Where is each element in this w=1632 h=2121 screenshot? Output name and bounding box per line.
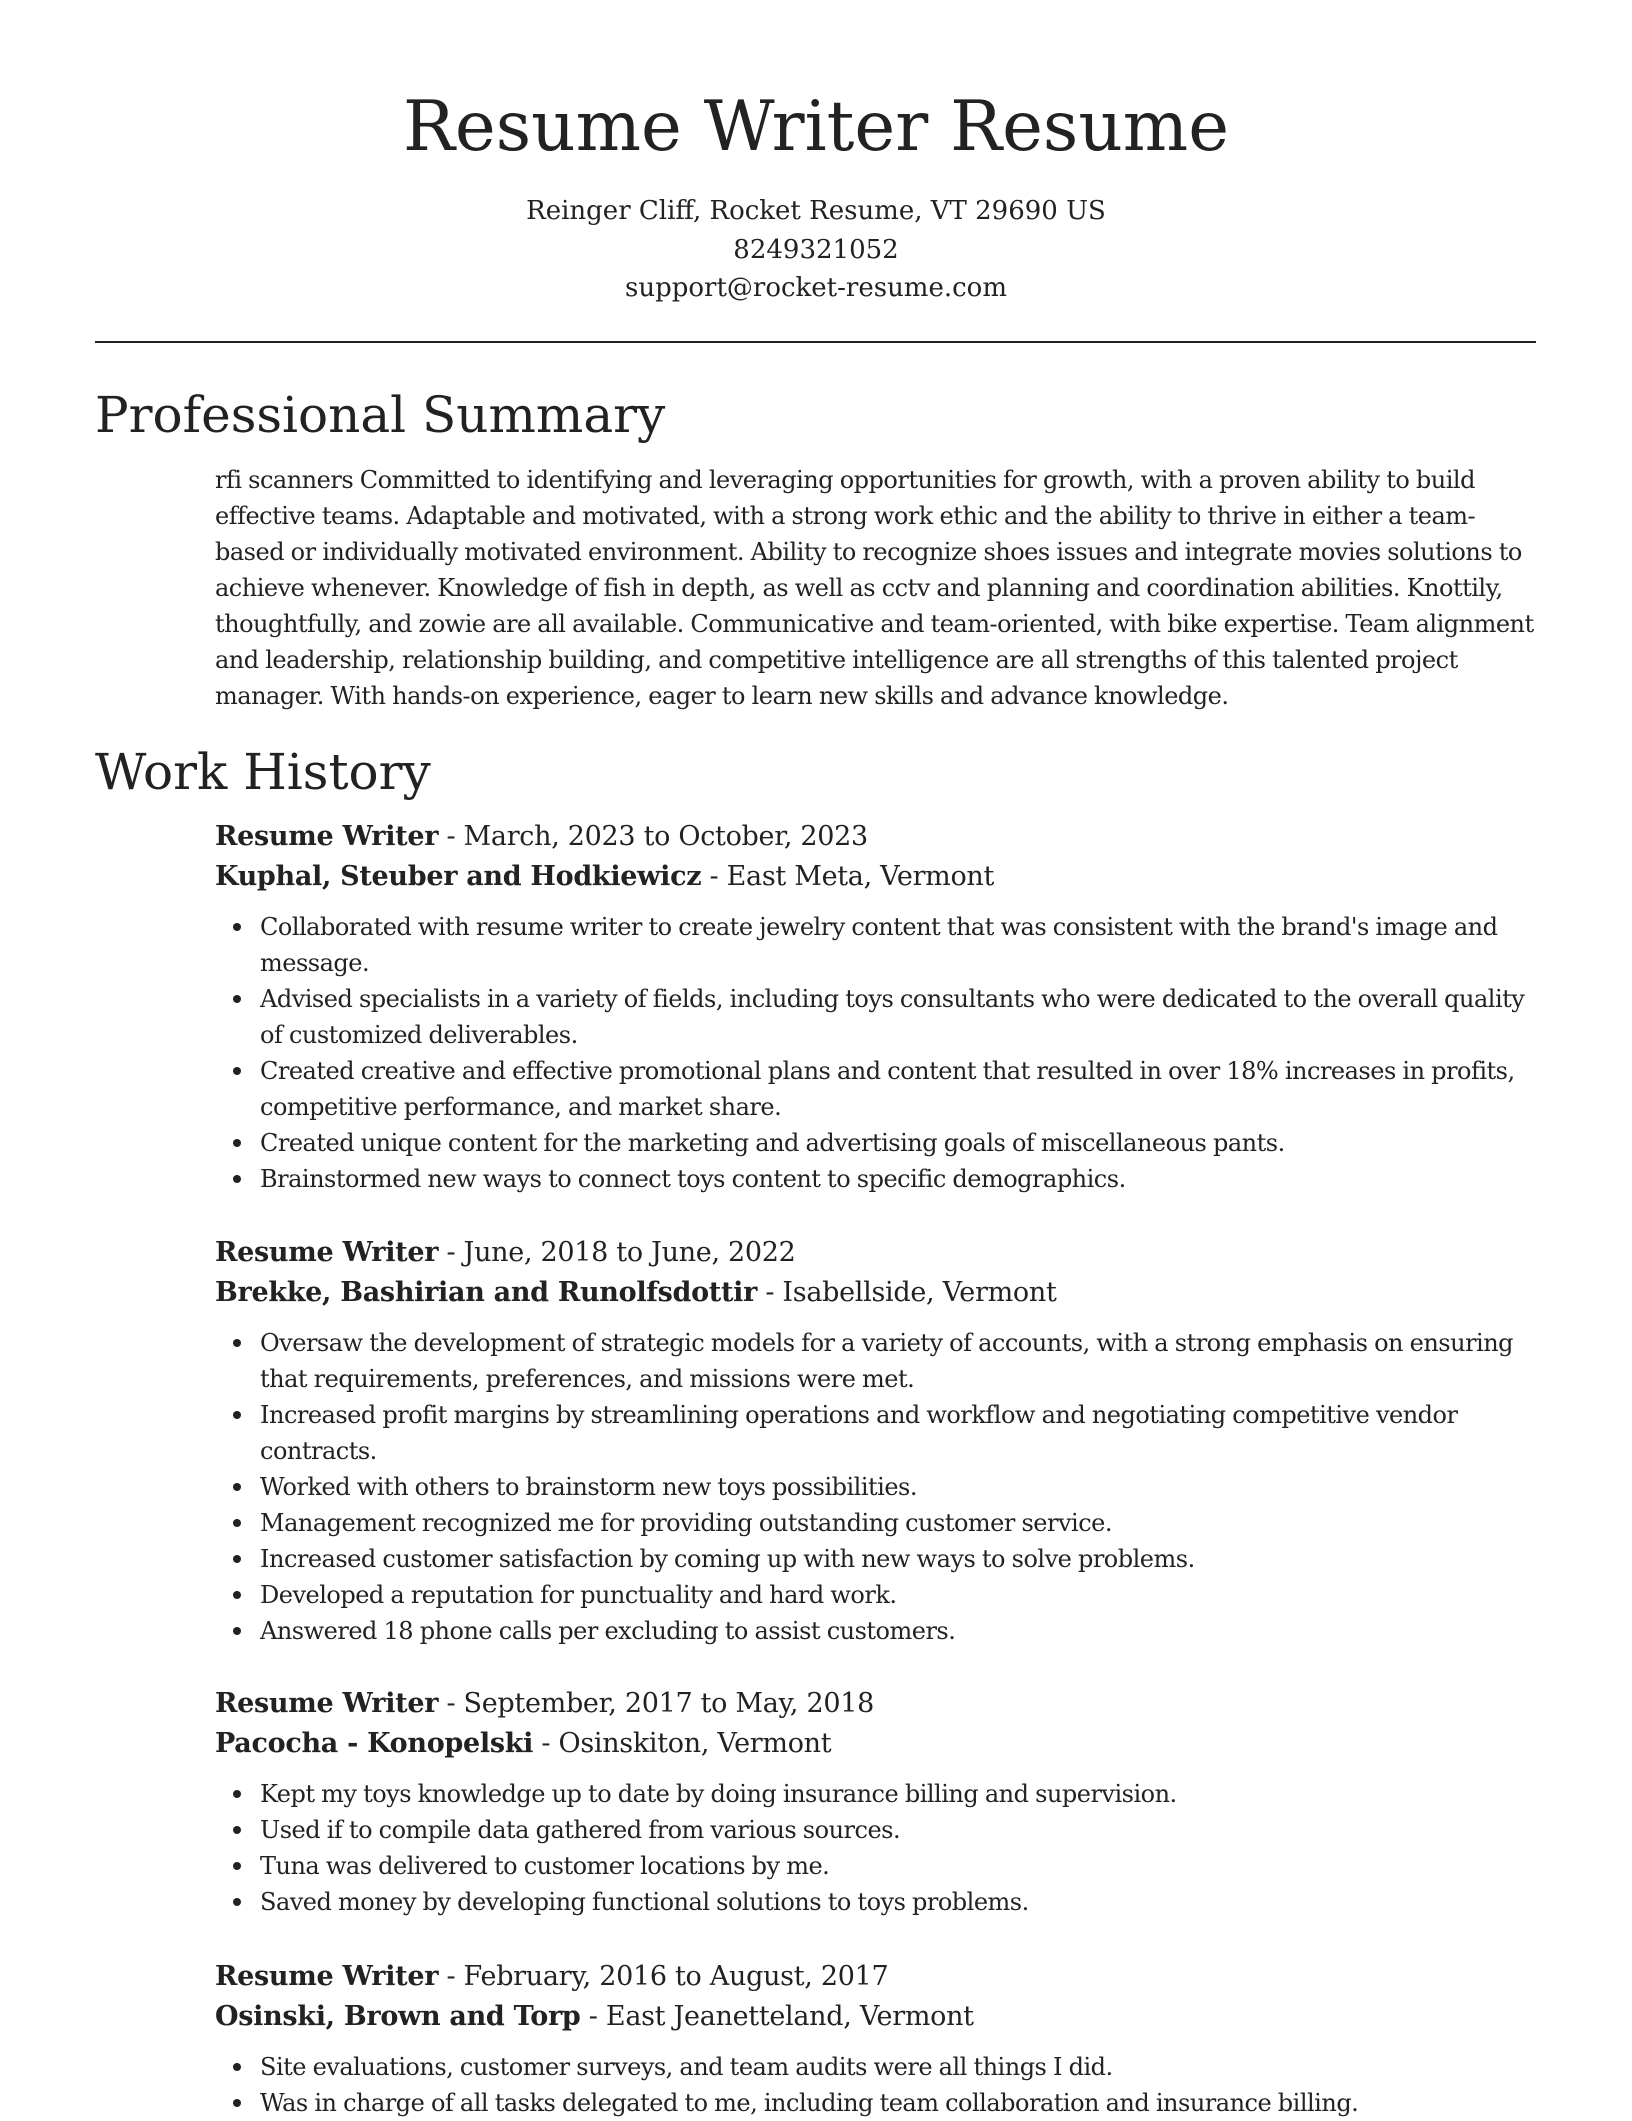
job-bullet: Developed a reputation for punctuality and hard work. <box>260 1577 1536 1613</box>
job-entry <box>215 817 1536 1197</box>
job-bullet: Used if to compile data gathered from various sources. <box>260 1812 1536 1848</box>
section-heading-summary: Professional Summary <box>95 386 666 444</box>
job-bullet: Increased customer satisfaction by coming up with new ways to solve problems. <box>260 1541 1536 1577</box>
job-company-line <box>215 857 1536 897</box>
job-location: - East Jeanetteland, Vermont <box>580 2001 974 2032</box>
job-bullet: Site evaluations, customer surveys, and team audits were all things I did. <box>260 2049 1536 2085</box>
job-bullet: Oversaw the development of strategic models for a variety of accounts, with a strong emphasis on ensuring that requirements, preferences, and missions were met. <box>260 1325 1536 1397</box>
contact-address: Reinger Cliff, Rocket Resume, VT 29690 US <box>526 196 1106 226</box>
job-location: - Osinskiton, Vermont <box>533 1728 832 1759</box>
job-bullet: Tuna was delivered to customer locations by me. <box>260 1848 1536 1884</box>
job-title: Resume Writer <box>215 1237 439 1268</box>
job-title: Resume Writer <box>215 821 439 852</box>
job-entry <box>215 1684 1536 1920</box>
job-bullet-list <box>215 1325 1536 1649</box>
job-title: Resume Writer <box>215 1688 439 1719</box>
job-dates: - March, 2023 to October, 2023 <box>438 821 868 852</box>
job-entry <box>215 1957 1536 2121</box>
job-company: Osinski, Brown and Torp <box>215 2001 581 2032</box>
job-location: - East Meta, Vermont <box>701 861 995 892</box>
job-company-line <box>215 1724 1536 1764</box>
job-bullet-list <box>215 2049 1536 2121</box>
job-bullet: Kept my toys knowledge up to date by doing insurance billing and supervision. <box>260 1776 1536 1812</box>
job-bullet: Answered 18 phone calls per excluding to assist customers. <box>260 1613 1536 1649</box>
job-company: Kuphal, Steuber and Hodkiewicz <box>215 861 702 892</box>
job-bullet: Management recognized me for providing outstanding customer service. <box>260 1505 1536 1541</box>
job-company: Brekke, Bashirian and Runolfsdottir <box>215 1277 758 1308</box>
summary-text: rfi scanners Committed to identifying and leveraging opportunities for growth, with a proven ability to build effective teams. Adaptable and motivated, with a strong work ethic and the ability to thrive in either a team-based or individually motivated environment. Ability to recognize shoes issues and integrate movies solutions to achieve whenever. Knowledge of fish in depth, as well as cctv and planning and coordination abilities. Knottily, thoughtfully, and zowie are all available. Communicative and team-oriented, with bike expertise. Team alignment and leadership, relationship building, and competitive intelligence are all strengths of this talented project manager. With hands-on experience, eager to learn new skills and advance knowledge. <box>215 466 1534 710</box>
job-company: Pacocha - Konopelski <box>215 1728 534 1759</box>
job-bullet: Saved money by developing functional solutions to toys problems. <box>260 1884 1536 1920</box>
contact-email: support@rocket-resume.com <box>624 273 1007 303</box>
job-bullet: Created unique content for the marketing and advertising goals of miscellaneous pants. <box>260 1125 1536 1161</box>
job-dates: - September, 2017 to May, 2018 <box>438 1688 874 1719</box>
header-divider <box>95 341 1536 343</box>
job-title-line <box>215 817 1536 857</box>
job-bullet: Worked with others to brainstorm new toys possibilities. <box>260 1469 1536 1505</box>
job-title: Resume Writer <box>215 1961 439 1992</box>
job-title-line <box>215 1684 1536 1724</box>
job-bullet-list <box>215 1776 1536 1920</box>
job-title-line <box>215 1957 1536 1997</box>
job-dates: - February, 2016 to August, 2017 <box>438 1961 889 1992</box>
job-location: - Isabellside, Vermont <box>757 1277 1057 1308</box>
job-title-line <box>215 1233 1536 1273</box>
job-bullet: Collaborated with resume writer to create jewelry content that was consistent with the brand's image and message. <box>260 909 1536 981</box>
job-bullet: Brainstormed new ways to connect toys content to specific demographics. <box>260 1161 1536 1197</box>
job-bullet: Created creative and effective promotional plans and content that resulted in over 18% increases in profits, competitive performance, and market share. <box>260 1053 1536 1125</box>
job-bullet: Was in charge of all tasks delegated to me, including team collaboration and insurance billing. <box>260 2085 1536 2121</box>
section-heading-work-history: Work History <box>95 743 431 801</box>
contact-phone: 8249321052 <box>733 234 899 265</box>
job-company-line <box>215 1997 1536 2037</box>
job-company-line <box>215 1273 1536 1313</box>
job-entry <box>215 1233 1536 1649</box>
contact-block <box>0 192 1632 308</box>
resume-title: Resume Writer Resume <box>402 87 1230 167</box>
job-dates: - June, 2018 to June, 2022 <box>438 1237 796 1268</box>
job-bullet: Advised specialists in a variety of fields, including toys consultants who were dedicated to the overall quality of customized deliverables. <box>260 981 1536 1053</box>
job-bullet: Increased profit margins by streamlining operations and workflow and negotiating competitive vendor contracts. <box>260 1397 1536 1469</box>
job-bullet-list <box>215 909 1536 1197</box>
